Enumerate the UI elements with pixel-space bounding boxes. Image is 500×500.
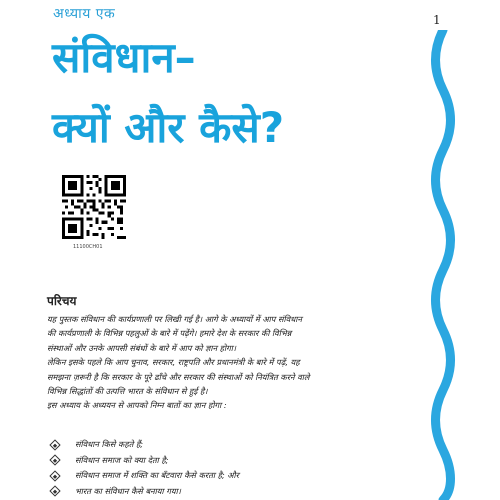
list-item xyxy=(47,437,417,453)
wave-band xyxy=(436,30,451,500)
list-item xyxy=(47,453,417,469)
decorative-wave-stripe xyxy=(425,30,461,500)
learning-points-list xyxy=(47,437,417,499)
paragraph-line: की कार्यप्रणाली के विभिन्न पहलुओं के बारे में पढ़ेंगे। हमारे देश के सरकार की विभिन्न xyxy=(47,328,292,339)
qr-code-label: 11100CH01 xyxy=(73,244,103,250)
diamond-bullet-icon xyxy=(49,486,60,497)
page-number: 1 xyxy=(433,13,441,27)
paragraph-line: लेकिन इसके पहले कि आप चुनाव, सरकार, राष्ट्रपति और प्रधानमंत्री के बारे में पढ़ें, यह xyxy=(47,357,300,368)
intro-paragraphs xyxy=(47,312,417,413)
chapter-label: अध्याय एक xyxy=(53,6,116,22)
list-item-text: भारत का संविधान कैसे बनाया गया। xyxy=(75,485,181,496)
diamond-bullet-icon xyxy=(49,470,60,481)
list-item-text: संविधान समाज को क्या देता है; xyxy=(75,454,169,465)
paragraph-line: विभिन्न सिद्धांतों की उत्पत्ति भारत के संविधान से हुई है। xyxy=(47,385,208,396)
list-item xyxy=(47,468,417,484)
qr-code-image[interactable] xyxy=(62,175,126,239)
list-item xyxy=(47,484,417,500)
paragraph-line: संस्थाओं और उनके आपसी संबंधों के बारे में आप को ज्ञान होगा। xyxy=(47,342,236,353)
list-item-text: संविधान समाज में शक्ति का बँटवारा कैसे करता है; और xyxy=(75,470,240,480)
paragraph-line: यह पुस्तक संविधान की कार्यप्रणाली पर लिखी गई है। आगे के अध्यायों में आप संविधान xyxy=(47,314,302,324)
chapter-title-line-1: संविधान– xyxy=(52,33,196,82)
chapter-title-line-2: क्यों और कैसे? xyxy=(52,103,285,152)
list-item-text: संविधान किसे कहते हैं; xyxy=(75,439,144,449)
section-heading: परिचय xyxy=(47,294,77,308)
paragraph-line: समझना ज़रूरी है कि सरकार के पूरे ढाँचे और सरकार की संस्थाओं को नियंत्रित करने वाले xyxy=(47,371,310,382)
intro-line: इस अध्याय के अध्ययन से आपको निम्न बातों का ज्ञान होगा : xyxy=(47,400,227,411)
diamond-bullet-icon xyxy=(49,439,60,450)
diamond-bullet-icon xyxy=(49,455,60,466)
